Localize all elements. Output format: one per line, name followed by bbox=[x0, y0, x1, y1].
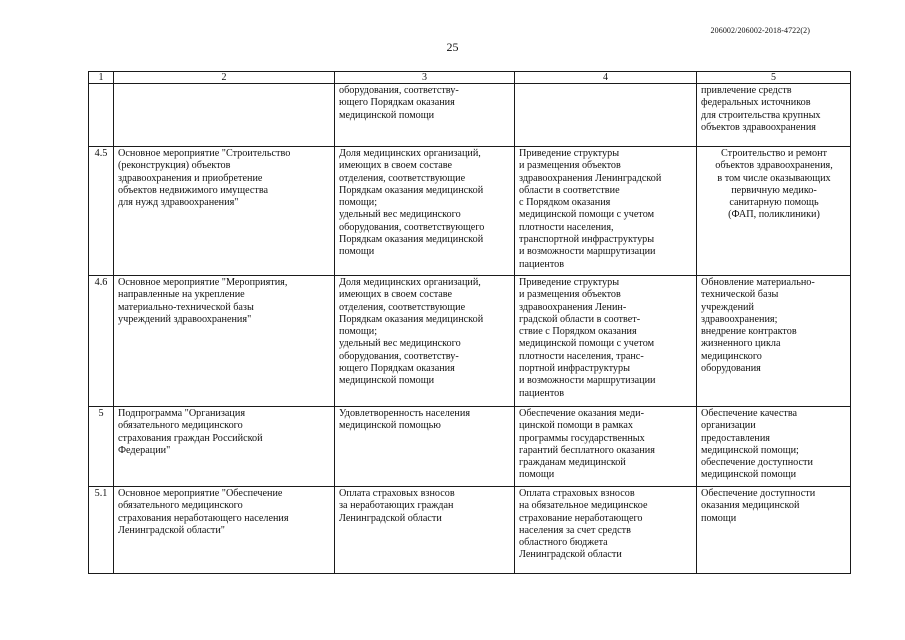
cell-text-line: Доля медицинских организаций, bbox=[339, 277, 481, 288]
row-number-cell bbox=[89, 84, 114, 147]
cell-text-line: направленные на укрепление bbox=[118, 289, 245, 301]
cell-text-line: оборудования bbox=[701, 363, 761, 375]
cell-text-line: обязательного медицинского bbox=[118, 500, 243, 512]
cell-text-line: помощи bbox=[339, 246, 375, 258]
cell-text-line: Строительство и ремонт bbox=[721, 148, 827, 159]
cell-text-line: здравоохранения Ленин- bbox=[519, 301, 627, 313]
cell-text-line: пациентов bbox=[519, 387, 565, 399]
cell-text-line: организации bbox=[701, 420, 756, 432]
cell-text-line: градской области в соответ- bbox=[519, 313, 641, 325]
page-number: 25 bbox=[446, 40, 459, 54]
cell-text-line: Подпрограмма "Организация bbox=[118, 408, 246, 419]
cell-text-line: оборудования, соответствующего bbox=[339, 221, 485, 233]
cell-text-line: ствие с Порядком оказания bbox=[519, 326, 637, 338]
cell-text-line: в том числе оказывающих bbox=[717, 172, 831, 184]
cell-text-line: ющего Порядкам оказания bbox=[339, 363, 455, 375]
cell-text-line: областного бюджета bbox=[519, 537, 608, 549]
cell-text-line: медицинской помощи bbox=[701, 469, 797, 481]
cell-text-line: жизненного цикла bbox=[701, 338, 781, 350]
cell-text-line: и возможности маршрутизации bbox=[519, 246, 656, 258]
measure-name-cell bbox=[114, 407, 335, 487]
cell-text-line: отделения, соответствующие bbox=[339, 301, 466, 313]
cell-text-line: Приведение структуры bbox=[519, 148, 620, 159]
cell-text-line: Основное мероприятие "Мероприятия, bbox=[118, 277, 288, 288]
event-description-cell bbox=[697, 276, 851, 407]
cell-text-line: федеральных источников bbox=[701, 97, 811, 109]
cell-text-line: страхование неработающего bbox=[519, 512, 643, 524]
indicator-cell bbox=[335, 407, 515, 487]
cell-text-line: оказания медицинской bbox=[701, 500, 800, 512]
cell-text-line: привлечение средств bbox=[701, 85, 792, 96]
column-header: 4 bbox=[515, 72, 697, 84]
cell-text-line: Порядкам оказания медицинской bbox=[339, 313, 484, 325]
cell-text-line: медицинской помощью bbox=[339, 420, 441, 432]
event-description-cell bbox=[697, 487, 851, 574]
cell-text-line: технической базы bbox=[701, 289, 779, 301]
cell-text-line: и возможности маршрутизации bbox=[519, 375, 656, 387]
event-description-cell bbox=[697, 84, 851, 147]
cell-text-line: медицинского bbox=[701, 350, 762, 362]
cell-text-line: внедрение контрактов bbox=[701, 326, 797, 338]
cell-text-line: (реконструкция) объектов bbox=[118, 160, 231, 172]
cell-text-line: объектов недвижимого имущества bbox=[118, 184, 269, 196]
indicator-cell bbox=[335, 84, 515, 147]
row-number-cell: 4.6 bbox=[89, 276, 114, 407]
cell-text-line: объектов здравоохранения bbox=[701, 121, 816, 133]
row-number-cell: 4.5 bbox=[89, 147, 114, 276]
indicator-cell bbox=[335, 487, 515, 574]
cell-text-line: Обеспечение качества bbox=[701, 408, 798, 419]
cell-text-line: области в соответствие bbox=[519, 184, 620, 196]
expected-result-cell bbox=[515, 276, 697, 407]
cell-text-line: ющего Порядкам оказания bbox=[339, 97, 455, 109]
cell-text-line: гарантий бесплатного оказания bbox=[519, 444, 655, 456]
cell-text-line: обеспечение доступности bbox=[701, 457, 813, 469]
table-row bbox=[89, 407, 851, 487]
cell-text-line: помощи bbox=[701, 512, 737, 524]
cell-text-line: для строительства крупных bbox=[701, 109, 821, 121]
cell-text-line: для нужд здравоохранения" bbox=[118, 197, 239, 209]
cell-text-line: здравоохранения и приобретение bbox=[118, 172, 263, 184]
cell-text-line: страхования граждан Российской bbox=[118, 432, 263, 444]
cell-text-line: объектов здравоохранения, bbox=[715, 160, 833, 172]
cell-text-line: имеющих в своем составе bbox=[339, 160, 453, 172]
row-number-cell: 5 bbox=[89, 407, 114, 487]
cell-text-line: здравоохранения Ленинградской bbox=[519, 172, 662, 184]
cell-text-line: обязательного медицинского bbox=[118, 420, 243, 432]
column-header: 1 bbox=[89, 72, 114, 84]
cell-text-line: портной инфраструктуры bbox=[519, 363, 630, 375]
column-number-row bbox=[89, 72, 851, 84]
cell-text-line: населения за счет средств bbox=[519, 524, 631, 536]
cell-text-line: здравоохранения; bbox=[701, 313, 778, 325]
cell-text-line: медицинской помощи с учетом bbox=[519, 209, 655, 221]
cell-text-line: плотности населения, bbox=[519, 221, 614, 233]
measure-name-cell bbox=[114, 276, 335, 407]
table-row bbox=[89, 147, 851, 276]
indicator-cell bbox=[335, 147, 515, 276]
cell-text-line: за неработающих граждан bbox=[339, 500, 454, 512]
cell-text-line: медицинской помощи bbox=[339, 375, 435, 387]
cell-text-line: оборудования, соответству- bbox=[339, 85, 459, 96]
cell-text-line: на обязательное медицинское bbox=[519, 500, 648, 512]
expected-result-cell bbox=[515, 84, 697, 147]
event-description-cell bbox=[697, 147, 851, 276]
cell-text-line: предоставления bbox=[701, 432, 770, 444]
cell-text-line: и размещения объектов bbox=[519, 160, 621, 172]
event-description-cell bbox=[697, 407, 851, 487]
cell-text-line: удельный вес медицинского bbox=[339, 209, 461, 221]
document-id: 206002/206002-2018-4722(2) bbox=[710, 26, 810, 35]
cell-text-line: помощи; bbox=[339, 197, 378, 209]
table-row bbox=[89, 487, 851, 574]
measure-name-cell bbox=[114, 147, 335, 276]
measure-name-cell bbox=[114, 84, 335, 147]
cell-text-line: отделения, соответствующие bbox=[339, 172, 466, 184]
column-header: 3 bbox=[335, 72, 515, 84]
table-row bbox=[89, 84, 851, 147]
indicator-cell bbox=[335, 276, 515, 407]
cell-text-line: Порядкам оказания медицинской bbox=[339, 234, 484, 246]
cell-text-line: санитарную помощь bbox=[729, 197, 819, 209]
cell-text-line: Обновление материально- bbox=[701, 277, 815, 288]
cell-text-line: Ленинградской области bbox=[519, 549, 622, 561]
cell-text-line: помощи bbox=[519, 469, 555, 481]
cell-text-line: материально-технической базы bbox=[118, 301, 254, 313]
cell-text-line: Ленинградской области bbox=[339, 512, 442, 524]
cell-text-line: цинской помощи в рамках bbox=[519, 420, 633, 432]
expected-result-cell bbox=[515, 487, 697, 574]
cell-text-line: (ФАП, поликлиники) bbox=[728, 209, 820, 221]
expected-result-cell bbox=[515, 147, 697, 276]
cell-text-line: транспортной инфраструктуры bbox=[519, 234, 655, 246]
cell-text-line: первичную медико- bbox=[731, 184, 817, 196]
cell-text-line: Обеспечение оказания меди- bbox=[519, 408, 644, 419]
cell-text-line: Удовлетворенность населения bbox=[339, 408, 470, 419]
table-row bbox=[89, 276, 851, 407]
cell-text-line: Основное мероприятие "Обеспечение bbox=[118, 488, 283, 499]
cell-text-line: медицинской помощи bbox=[339, 109, 435, 121]
cell-text-line: плотности населения, транс- bbox=[519, 350, 644, 362]
measure-name-cell bbox=[114, 487, 335, 574]
cell-text-line: Основное мероприятие "Строительство bbox=[118, 148, 291, 159]
cell-text-line: помощи; bbox=[339, 326, 378, 338]
cell-text-line: Федерации" bbox=[118, 444, 171, 456]
cell-text-line: программы государственных bbox=[519, 432, 645, 444]
measures-table bbox=[88, 71, 851, 574]
cell-text-line: страхования неработающего населения bbox=[118, 512, 289, 524]
cell-text-line: Порядкам оказания медицинской bbox=[339, 184, 484, 196]
cell-text-line: учреждений bbox=[701, 301, 754, 313]
cell-text-line: Ленинградской области" bbox=[118, 524, 225, 536]
cell-text-line: гражданам медицинской bbox=[519, 457, 626, 469]
cell-text-line: медицинской помощи; bbox=[701, 444, 799, 456]
cell-text-line: имеющих в своем составе bbox=[339, 289, 453, 301]
cell-text-line: с Порядком оказания bbox=[519, 197, 611, 209]
cell-text-line: и размещения объектов bbox=[519, 289, 621, 301]
row-number-cell: 5.1 bbox=[89, 487, 114, 574]
cell-text-line: Приведение структуры bbox=[519, 277, 620, 288]
cell-text-line: Оплата страховых взносов bbox=[339, 488, 455, 499]
cell-text-line: учреждений здравоохранения" bbox=[118, 313, 252, 325]
cell-text-line: Доля медицинских организаций, bbox=[339, 148, 481, 159]
cell-text-line: Оплата страховых взносов bbox=[519, 488, 635, 499]
cell-text-line: пациентов bbox=[519, 258, 565, 270]
cell-text-line: медицинской помощи с учетом bbox=[519, 338, 655, 350]
expected-result-cell bbox=[515, 407, 697, 487]
table-body bbox=[89, 72, 851, 574]
cell-text-line: удельный вес медицинского bbox=[339, 338, 461, 350]
cell-text-line: Обеспечение доступности bbox=[701, 488, 816, 499]
cell-text-line: оборудования, соответству- bbox=[339, 350, 459, 362]
column-header: 2 bbox=[114, 72, 335, 84]
column-header: 5 bbox=[697, 72, 851, 84]
